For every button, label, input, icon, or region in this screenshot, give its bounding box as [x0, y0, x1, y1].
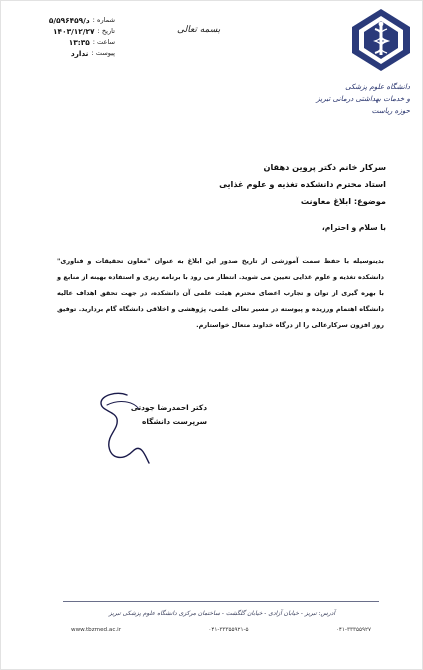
org-line: و خدمات بهداشتی درمانی تبریز [316, 94, 410, 103]
organization-name [300, 81, 410, 117]
date-label: : تاریخ [97, 27, 115, 35]
recipient-name: سرکار خانم دکتر پروین دهقان [263, 162, 386, 172]
addressee-block [66, 159, 386, 210]
number-label: : شماره [92, 16, 115, 24]
footer-phone: ۰۴۱-۳۳۳۵۵۹۲۱-۵ [208, 627, 249, 633]
time-value: ۱۳:۳۵ [68, 38, 90, 47]
number-value: ۵/د/۵۹۶۴۵۹ [48, 16, 90, 25]
footer-divider [63, 601, 379, 602]
university-logo-icon [350, 7, 412, 73]
time-label: : ساعت [92, 38, 115, 46]
signatory-name: دکتر احمدرضا جودتی [130, 403, 207, 412]
signatory [131, 401, 207, 429]
meta-number [15, 15, 115, 26]
footer-website: www.tbzmed.ac.ir [71, 627, 122, 633]
meta-attachment [15, 48, 115, 59]
attachment-label: : پیوست [91, 49, 115, 57]
signature-block [87, 389, 207, 469]
org-line: حوزه ریاست [371, 106, 410, 115]
greeting: با سلام و احترام، [321, 223, 386, 232]
footer-contact [71, 627, 371, 633]
letter-body: بدینوسیله با حفظ سمت آموزشی از تاریخ صدور این ابلاغ به عنوان "معاون تحقیقات و فناوری" دانشکده تغذیه و علوم غذایی تعیین می شوید. انتظار می رود با برنامه ریزی و استفاده بهینه از منابع و با بهره گیری از توان و تجارب اعضای محترم هیئت علمی آن دانشکده، در جهت تحقق اهداف عالیه دانشگاه اهتمام ورزیده و پیوسته در مسیر تعالی علمی، پژوهشی و اخلاقی دانشگاه گام بردارید. توفیق روز افزون سرکارعالی را از درگاه خداوند متعال خواستارم. [57, 257, 384, 329]
basmala-heading: بسمه تعالی [177, 25, 221, 35]
meta-date [15, 26, 115, 37]
attachment-value: ندارد [70, 49, 89, 58]
letter-subject: موضوع: ابلاغ معاونت [300, 196, 386, 206]
date-value: ۱۴۰۳/۱۲/۲۷ [53, 27, 95, 36]
recipient-title: استاد محترم دانشکده تغذیه و علوم غذایی [219, 179, 386, 189]
signatory-title: سرپرست دانشگاه [142, 417, 207, 426]
footer-address: آدرس: تبریز - خیابان آزادی - خیابان گلگشت - ساختمان مرکزی دانشگاه علوم پزشکی تبریز [108, 610, 336, 617]
footer-fax: ۰۴۱-۳۳۳۵۵۹۲۷ [335, 627, 371, 633]
org-line: دانشگاه علوم پزشکی [345, 82, 410, 91]
letter-meta [15, 15, 115, 59]
meta-time [15, 37, 115, 48]
